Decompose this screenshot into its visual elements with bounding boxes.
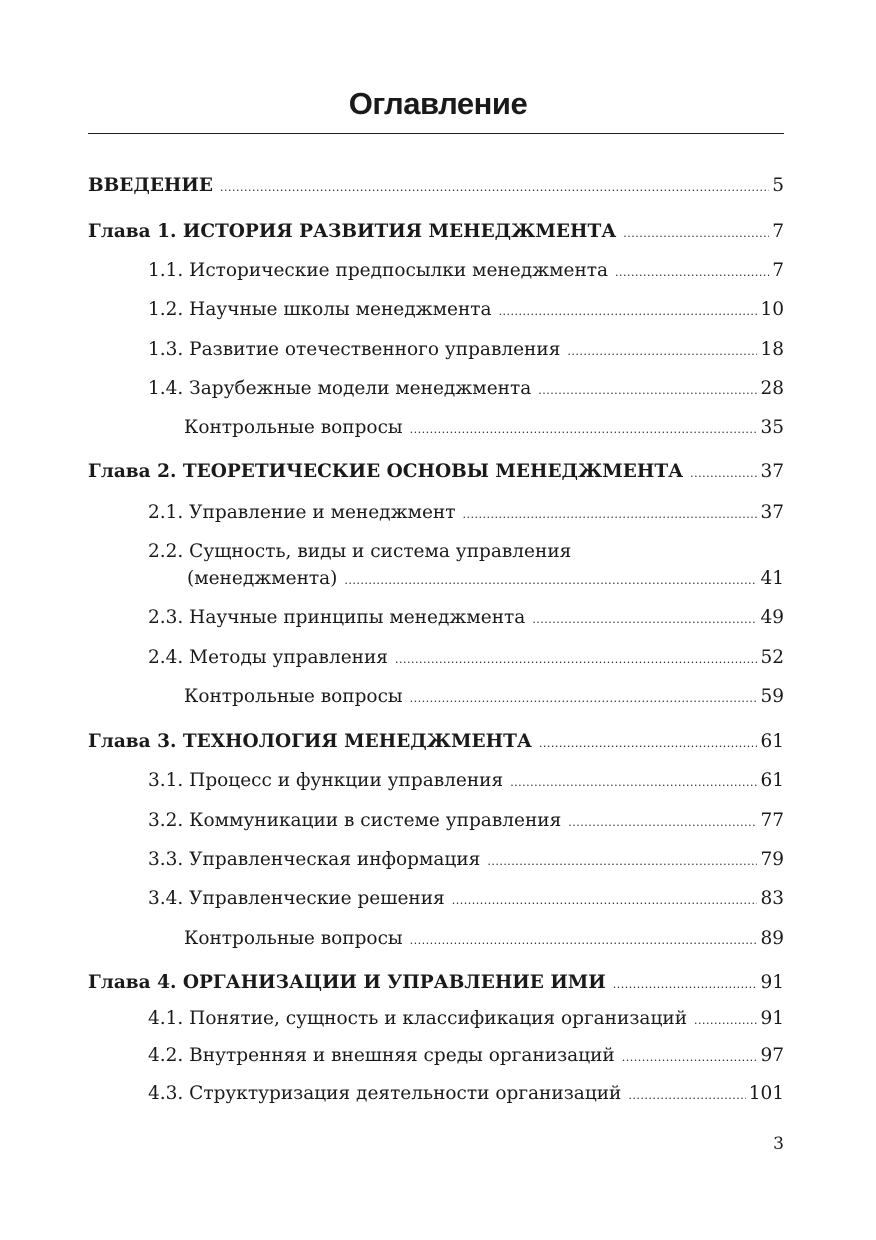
- toc-entry-label: 4.2. Внутренняя и внешняя среды организаций: [148, 1045, 615, 1066]
- toc-entry-section-4-2[interactable]: [148, 1043, 784, 1071]
- toc-entry-label: Контрольные вопросы: [184, 686, 403, 707]
- toc-entry-page: 97: [760, 1045, 784, 1066]
- toc-entry-page: 7: [772, 221, 784, 242]
- toc-entry-page: 91: [760, 972, 784, 993]
- dot-leader: [690, 461, 757, 487]
- toc-entry-label: 1.1. Исторические предпосылки менеджмента: [148, 260, 609, 281]
- toc-entry-label: 2.3. Научные принципы менеджмента: [148, 607, 526, 628]
- page-title: Оглавление: [348, 86, 528, 121]
- toc-entry-page: 59: [760, 686, 784, 707]
- dot-leader: [410, 417, 758, 443]
- toc-entry-section-1-3[interactable]: [148, 337, 784, 365]
- dot-leader: [623, 221, 769, 247]
- dot-leader: [568, 810, 757, 836]
- toc-entry-label: 1.3. Развитие отечественного управления: [148, 339, 561, 360]
- toc-entry-page: 61: [760, 731, 784, 752]
- dot-leader: [615, 260, 769, 286]
- toc-entry-page: 10: [760, 299, 784, 320]
- dot-leader: [410, 928, 758, 954]
- dot-leader: [622, 1045, 758, 1071]
- toc-entry-page: 28: [760, 378, 784, 399]
- toc-entry-label: Глава 1. ИСТОРИЯ РАЗВИТИЯ МЕНЕДЖМЕНТА: [88, 221, 617, 242]
- toc-entry-page: 18: [760, 339, 784, 360]
- toc-entry-page: 37: [760, 502, 784, 523]
- toc-entry-section-1-2[interactable]: [148, 297, 784, 325]
- toc-entry-questions-3[interactable]: [184, 926, 784, 954]
- toc-entry-chapter-3[interactable]: [88, 729, 784, 757]
- toc-entry-intro[interactable]: [88, 173, 784, 201]
- toc-entry-page: 41: [760, 568, 784, 589]
- toc-entry-questions-1[interactable]: [184, 415, 784, 443]
- toc-entry-page: 79: [760, 849, 784, 870]
- dot-leader: [628, 1083, 745, 1109]
- dot-leader: [539, 731, 758, 757]
- toc-entry-chapter-1[interactable]: [88, 219, 784, 247]
- dot-leader: [532, 607, 757, 633]
- toc-entry-section-1-1[interactable]: [148, 258, 784, 286]
- toc-entry-section-3-4[interactable]: [148, 886, 784, 914]
- toc-entry-section-2-2[interactable]: [187, 566, 784, 594]
- dot-leader: [452, 888, 758, 914]
- toc-entry-label: 3.4. Управленческие решения: [148, 888, 445, 909]
- toc-entry-label: Глава 3. ТЕХНОЛОГИЯ МЕНЕДЖМЕНТА: [88, 731, 532, 752]
- toc-entry-questions-2[interactable]: [184, 684, 784, 712]
- toc-entry-page: 83: [760, 888, 784, 909]
- toc-entry-page: 7: [772, 260, 784, 281]
- toc-entry-section-2-4[interactable]: [148, 645, 784, 673]
- toc-entry-page: 91: [760, 1008, 784, 1029]
- toc-entry-section-3-2[interactable]: [148, 808, 784, 836]
- dot-leader: [410, 686, 758, 712]
- dot-leader: [694, 1008, 757, 1034]
- dot-leader: [567, 339, 757, 365]
- dot-leader: [487, 849, 757, 875]
- toc-entry-label: 2.4. Методы управления: [148, 647, 388, 668]
- toc-entry-label: 4.3. Структуризация деятельности организаций: [148, 1083, 622, 1104]
- toc-entry-label: (менеджмента): [187, 568, 338, 589]
- dot-leader: [613, 972, 758, 998]
- toc-entry-page: 89: [760, 928, 784, 949]
- toc-entry-label: 2.1. Управление и менеджмент: [148, 502, 456, 523]
- toc-entry-label: Глава 2. ТЕОРЕТИЧЕСКИЕ ОСНОВЫ МЕНЕДЖМЕНТА: [88, 461, 684, 482]
- toc-entry-section-3-1[interactable]: [148, 768, 784, 796]
- toc-entry-label: Контрольные вопросы: [184, 417, 403, 438]
- toc-entry-section-3-3[interactable]: [148, 847, 784, 875]
- toc-entry-page: 5: [772, 175, 784, 196]
- toc-entry-label: 1.4. Зарубежные модели менеджмента: [148, 378, 532, 399]
- dot-leader: [510, 770, 757, 796]
- toc-entry-page: 101: [748, 1083, 784, 1104]
- toc-entry-page: 52: [760, 647, 784, 668]
- toc-entry-label: ВВЕДЕНИЕ: [88, 175, 213, 196]
- toc-entry-chapter-4[interactable]: [88, 970, 784, 998]
- toc-entry-page: 61: [760, 770, 784, 791]
- toc-entry-label: 3.3. Управленческая информация: [148, 849, 481, 870]
- toc-entry-label: 1.2. Научные школы менеджмента: [148, 299, 492, 320]
- toc-entry-page: 35: [760, 417, 784, 438]
- dot-leader: [220, 175, 769, 201]
- toc-entry-label: 4.1. Понятие, сущность и классификация организаций: [148, 1008, 688, 1029]
- toc-entry-section-4-3[interactable]: [148, 1081, 784, 1109]
- toc-entry-section-2-3[interactable]: [148, 605, 784, 633]
- toc-entry-section-2-2-line1[interactable]: 2.2. Сущность, виды и система управления: [148, 541, 572, 562]
- toc-entry-label: Контрольные вопросы: [184, 928, 403, 949]
- dot-leader: [538, 378, 757, 404]
- toc-entry-label: 3.1. Процесс и функции управления: [148, 770, 504, 791]
- toc-entry-label: Глава 4. ОРГАНИЗАЦИИ И УПРАВЛЕНИЕ ИМИ: [88, 972, 606, 993]
- toc-entry-section-4-1[interactable]: [148, 1006, 784, 1034]
- toc-entry-page: 77: [760, 810, 784, 831]
- dot-leader: [395, 647, 757, 673]
- toc-entry-section-2-1[interactable]: [148, 500, 784, 528]
- title-divider: [88, 133, 784, 134]
- toc-entry-section-1-4[interactable]: [148, 376, 784, 404]
- dot-leader: [463, 502, 758, 528]
- dot-leader: [499, 299, 758, 325]
- dot-leader: [344, 568, 757, 594]
- toc-entry-label: 3.2. Коммуникации в системе управления: [148, 810, 562, 831]
- toc-entry-page: 49: [760, 607, 784, 628]
- toc-entry-chapter-2[interactable]: [88, 459, 784, 487]
- toc-entry-page: 37: [760, 461, 784, 482]
- page-number: 3: [773, 1134, 784, 1154]
